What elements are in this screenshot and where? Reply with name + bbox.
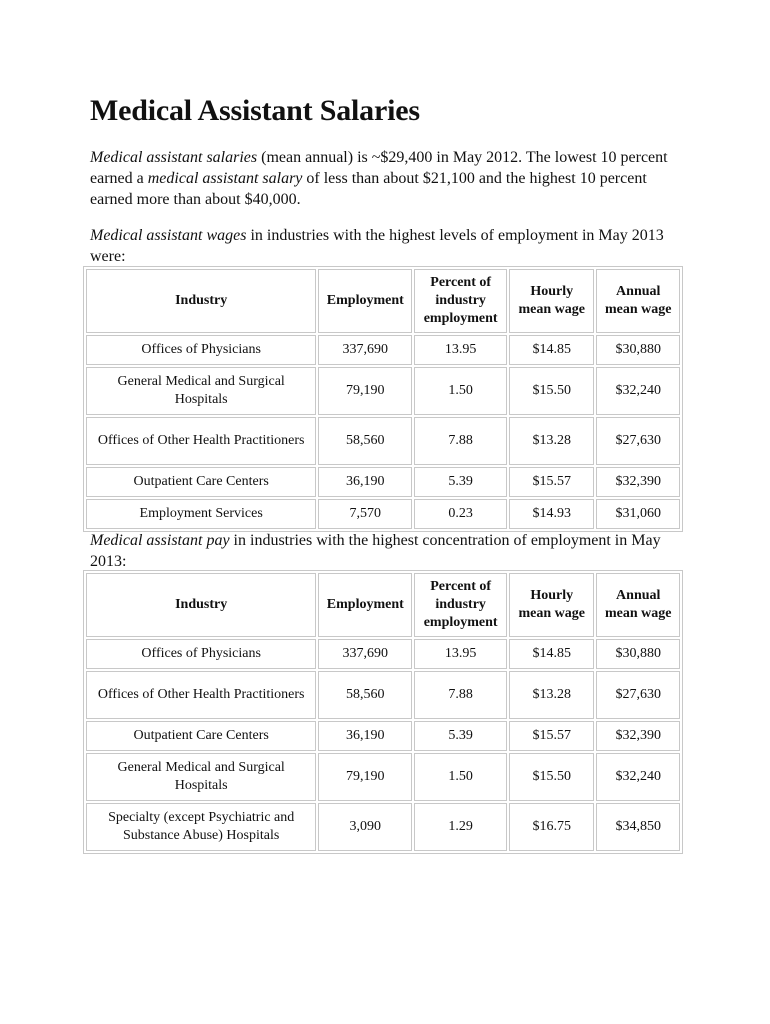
percent-cell: 0.23: [414, 499, 507, 529]
table-row: [86, 417, 680, 465]
percent-cell: 1.29: [414, 803, 507, 851]
intro-emphasis-salaries: Medical assistant salaries: [90, 149, 258, 166]
table-row: [86, 803, 680, 851]
wages-lead-paragraph: [90, 225, 670, 267]
hourly-cell: $14.85: [509, 639, 594, 669]
employment-cell: 36,190: [318, 721, 412, 751]
hourly-cell: $14.85: [509, 335, 594, 365]
wages-by-employment-level-table: [83, 266, 683, 532]
pay-by-concentration-table: [83, 570, 683, 854]
hourly-cell: $13.28: [509, 417, 594, 465]
table-row: [86, 335, 680, 365]
table-row: [86, 367, 680, 415]
employment-cell: 58,560: [318, 417, 412, 465]
employment-cell: 79,190: [318, 367, 412, 415]
wages-lead-emphasis: Medical assistant wages: [90, 227, 247, 244]
hourly-cell: $14.93: [509, 499, 594, 529]
table-header-row: [86, 269, 680, 333]
header-percent: Percent of industry employment: [414, 269, 507, 333]
industry-cell: Offices of Other Health Practitioners: [86, 417, 316, 465]
industry-cell: Specialty (except Psychiatric and Substance Abuse) Hospitals: [86, 803, 316, 851]
table-row: [86, 721, 680, 751]
annual-cell: $34,850: [596, 803, 680, 851]
annual-cell: $30,880: [596, 335, 680, 365]
table-row: [86, 467, 680, 497]
annual-cell: $27,630: [596, 671, 680, 719]
header-employment: Employment: [318, 269, 412, 333]
employment-cell: 337,690: [318, 639, 412, 669]
employment-cell: 7,570: [318, 499, 412, 529]
industry-cell: Employment Services: [86, 499, 316, 529]
industry-cell: Offices of Other Health Practitioners: [86, 671, 316, 719]
industry-cell: General Medical and Surgical Hospitals: [86, 753, 316, 801]
percent-cell: 1.50: [414, 367, 507, 415]
annual-cell: $30,880: [596, 639, 680, 669]
industry-cell: General Medical and Surgical Hospitals: [86, 367, 316, 415]
intro-emphasis-salary: medical assistant salary: [147, 170, 303, 187]
hourly-cell: $13.28: [509, 671, 594, 719]
percent-cell: 13.95: [414, 639, 507, 669]
intro-paragraph: [90, 147, 670, 210]
table-row: [86, 499, 680, 529]
intro-text-1: (mean annual) is ~$29,400 in May 2012. The lowest 10 percent earned a: [90, 149, 668, 187]
percent-cell: 5.39: [414, 721, 507, 751]
annual-cell: $32,240: [596, 753, 680, 801]
header-percent: Percent of industry employment: [414, 573, 507, 637]
annual-cell: $32,390: [596, 467, 680, 497]
hourly-cell: $16.75: [509, 803, 594, 851]
header-hourly: Hourly mean wage: [509, 269, 594, 333]
percent-cell: 13.95: [414, 335, 507, 365]
header-annual: Annual mean wage: [596, 269, 680, 333]
industry-cell: Outpatient Care Centers: [86, 721, 316, 751]
pay-lead-paragraph: [90, 530, 670, 572]
industry-cell: Offices of Physicians: [86, 335, 316, 365]
page-title: Medical Assistant Salaries: [90, 94, 420, 127]
hourly-cell: $15.50: [509, 367, 594, 415]
pay-lead-text: in industries with the highest concentration of employment in May 2013:: [90, 532, 661, 570]
table-row: [86, 639, 680, 669]
intro-text-2: of less than about $21,100 and the highest 10 percent earned more than about $40,000.: [90, 170, 647, 208]
header-industry: Industry: [86, 269, 316, 333]
hourly-cell: $15.57: [509, 721, 594, 751]
percent-cell: 5.39: [414, 467, 507, 497]
industry-cell: Offices of Physicians: [86, 639, 316, 669]
header-employment: Employment: [318, 573, 412, 637]
employment-cell: 58,560: [318, 671, 412, 719]
pay-lead-emphasis: Medical assistant pay: [90, 532, 230, 549]
table-row: [86, 753, 680, 801]
annual-cell: $31,060: [596, 499, 680, 529]
employment-cell: 79,190: [318, 753, 412, 801]
industry-cell: Outpatient Care Centers: [86, 467, 316, 497]
hourly-cell: $15.50: [509, 753, 594, 801]
annual-cell: $32,390: [596, 721, 680, 751]
header-industry: Industry: [86, 573, 316, 637]
table-header-row: [86, 573, 680, 637]
percent-cell: 1.50: [414, 753, 507, 801]
employment-cell: 337,690: [318, 335, 412, 365]
annual-cell: $32,240: [596, 367, 680, 415]
table-row: [86, 671, 680, 719]
wages-lead-text: in industries with the highest levels of employment in May 2013 were:: [90, 227, 664, 265]
header-hourly: Hourly mean wage: [509, 573, 594, 637]
percent-cell: 7.88: [414, 671, 507, 719]
annual-cell: $27,630: [596, 417, 680, 465]
header-annual: Annual mean wage: [596, 573, 680, 637]
percent-cell: 7.88: [414, 417, 507, 465]
employment-cell: 3,090: [318, 803, 412, 851]
hourly-cell: $15.57: [509, 467, 594, 497]
employment-cell: 36,190: [318, 467, 412, 497]
